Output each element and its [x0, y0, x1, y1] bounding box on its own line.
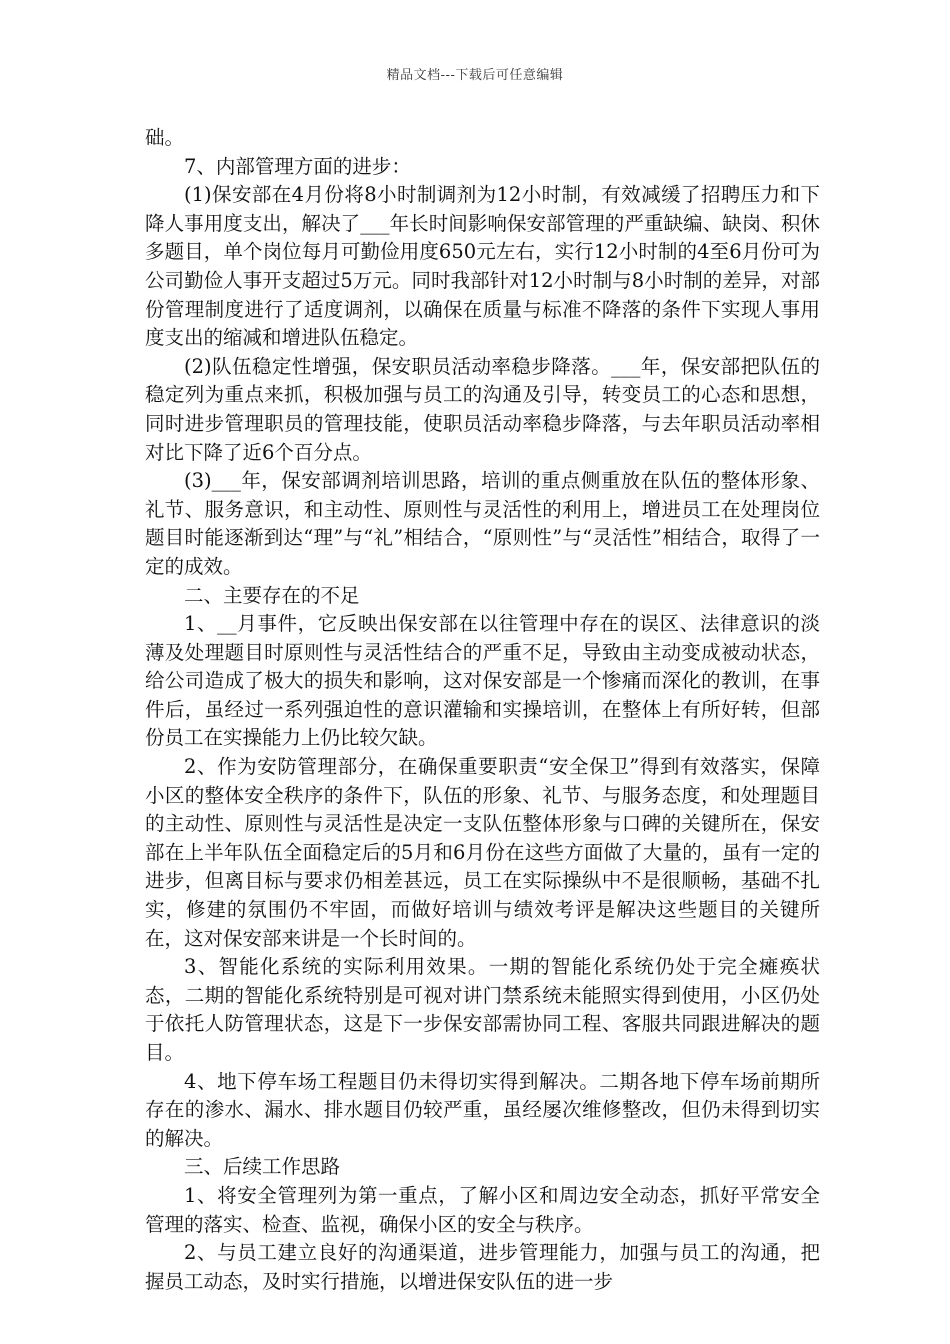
paragraph: 3、智能化系统的实际利用效果。一期的智能化系统仍处于完全瘫痪状态，二期的智能化系统特别是可视对讲门禁系统未能照实得到使用，小区仍处于依托人防管理状态，这是下一步保安部需协同工程、客服共同跟进解决的题目。: [145, 955, 820, 1064]
paragraph: (2)队伍稳定性增强，保安职员活动率稳步降落。___年，保安部把队伍的稳定列为重点来抓，积极加强与员工的沟通及引导，转变员工的心态和思想，同时进步管理职员的管理技能，使职员活动率稳步降落，与去年职员活动率相对比下降了近6个百分点。: [145, 354, 820, 464]
section-heading: 二、主要存在的不足: [184, 583, 360, 607]
paragraph: 4、地下停车场工程题目仍未得切实得到解决。二期各地下停车场前期所存在的渗水、漏水、排水题目仍较严重，虽经屡次维修整改，但仍未得到切实的解决。: [145, 1069, 820, 1150]
section-heading: 7、内部管理方面的进步：: [184, 154, 411, 178]
page-header: 精品文档---下载后可任意编辑: [386, 68, 564, 83]
paragraph: (1)保安部在4月份将8小时制调剂为12小时制，有效减缓了招聘压力和下降人事用度支出，解决了___年长时间影响保安部管理的严重缺编、缺岗、积休多题目，单个岗位每月可勤俭用度650元左右，实行12小时制的4至6月份可为公司勤俭人事开支超过5万元。同时我部针对12小时制与8小时制的差异，对部份管理制度进行了适度调剂，以确保在质量与标准不降落的条件下实现人事用度支出的缩减和增进队伍稳定。: [145, 183, 820, 350]
section-heading: 三、后续工作思路: [184, 1155, 341, 1179]
paragraph: 础。: [145, 126, 185, 149]
paragraph: 1、将安全管理列为第一重点，了解小区和周边安全动态，抓好平常安全管理的落实、检查、监视，确保小区的安全与秩序。: [145, 1183, 820, 1236]
paragraph: 2、作为安防管理部分，在确保重要职责“安全保卫”得到有效落实，保障小区的整体安全秩序的条件下，队伍的形象、礼节、与服务态度，和处理题目的主动性、原则性与灵活性是决定一支队伍整体形象与口碑的关键所在，保安部在上半年队伍全面稳定后的5月和6月份在这些方面做了大量的，虽有一定的进步，但离目标与要求仍相差甚远，员工在实际操纵中不是很顺畅，基础不扎实，修建的氛围仍不牢固，而做好培训与绩效考评是解决这些题目的关键所在，这对保安部来讲是一个长时间的。: [145, 755, 820, 950]
paragraph: 2、与员工建立良好的沟通渠道，进步管理能力，加强与员工的沟通，把握员工动态，及时实行措施，以增进保安队伍的进一步: [145, 1241, 820, 1293]
paragraph: 1、__月事件，它反映出保安部在以往管理中存在的误区、法律意识的淡薄及处理题目时原则性与灵活性结合的严重不足，导致由主动变成被动状态，给公司造成了极大的损失和影响，这对保安部是一个惨痛而深化的教训，在事件后，虽经过一系列强迫性的意识灌输和实操培训，在整体上有所好转，但部份员工在实操能力上仍比较欠缺。: [145, 612, 820, 750]
document-body: [145, 124, 820, 1296]
paragraph: (3)___年，保安部调剂培训思路，培训的重点侧重放在队伍的整体形象、礼节、服务意识，和主动性、原则性与灵活性的利用上，增进员工在处理岗位题目时能逐渐到达“理”与“礼”相结合，“原则性”与“灵活性”相结合，取得了一定的成效。: [145, 469, 820, 578]
